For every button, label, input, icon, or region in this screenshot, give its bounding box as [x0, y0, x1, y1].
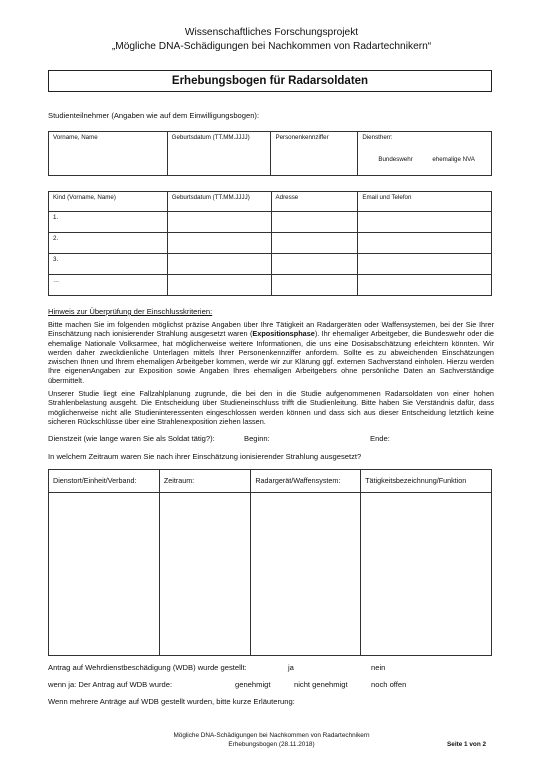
- service-label: Dienstzeit (wie lange waren Sie als Soldat tätig?):: [48, 434, 215, 443]
- participant-table: [48, 131, 492, 176]
- exposure-col-system: Radargerät/Waffensystem:: [251, 470, 361, 493]
- child-row-2-address[interactable]: [271, 233, 358, 254]
- wdb-question: Antrag auf Wehrdienstbeschädigung (WDB) wurde gestellt:: [48, 663, 247, 672]
- footer-line-2: Erhebungsbogen (28.11.2018): [228, 741, 315, 748]
- wdb-option-pending[interactable]: noch offen: [371, 680, 407, 689]
- child-row-4-contact[interactable]: [358, 275, 492, 296]
- participant-col-employer: [358, 132, 492, 176]
- form-title: Erhebungsbogen für Radarsoldaten: [48, 70, 492, 92]
- children-col-address: Adresse: [271, 192, 358, 212]
- exposure-cell-location[interactable]: [49, 493, 160, 656]
- wdb-option-no[interactable]: nein: [371, 663, 386, 672]
- participant-col-personal-id[interactable]: Personenkennziffer: [271, 132, 358, 176]
- child-row-2-name[interactable]: 2.: [49, 233, 168, 254]
- children-col-name: Kind (Vorname, Name): [49, 192, 168, 212]
- exposure-table: [48, 469, 492, 656]
- child-row-1-birthdate[interactable]: [167, 212, 271, 233]
- paragraph-exposure: Bitte machen Sie im folgenden möglichst präzise Angaben über Ihre Tätigkeit an Radargeräten oder Waffensystemen, bei der Sie Ihrer Einschätzung nach ionisierender Strahlung ausgesetzt waren (Expositionsphase). Ihr ehemaliger Arbeitgeber, die Bundeswehr oder die ehemalige Nationale Volksarmee, hat möglicherweise weitere Informationen, die uns eine Dosisabschätzung erleichtern könnten. Wir werden daher zweckdienliche Unterlagen mittels Ihrer Personenkennziffer anfordern. Sollte es zu abweichenden Einschätzungen zwischen Ihnen und Ihrem ehemaligen Arbeitgeber kommen, werde wir zur Klärung ggf. externen Sachverstand einholen. Hierzu werden Ihre eigenenAngaben zur Exposition sowie Angaben Ihres ehemaligen Arbeitgebers ohne persönliche Daten an Sachverständige übermittelt.: [48, 320, 494, 385]
- exposure-cell-function[interactable]: [361, 493, 492, 656]
- wdb-option-yes[interactable]: ja: [288, 663, 294, 672]
- children-table: [48, 191, 492, 296]
- participant-label: Studienteilnehmer (Angaben wie auf dem Einwilligungsbogen):: [48, 111, 260, 120]
- service-begin-label[interactable]: Beginn:: [244, 434, 270, 443]
- child-row-4-address[interactable]: [271, 275, 358, 296]
- child-row-1-name[interactable]: 1.: [49, 212, 168, 233]
- wdb-multiple-note[interactable]: Wenn mehrere Anträge auf WDB gestellt wurden, bitte kurze Erläuterung:: [48, 697, 295, 706]
- child-row-3-contact[interactable]: [358, 254, 492, 275]
- child-row-3-address[interactable]: [271, 254, 358, 275]
- exposure-cell-system[interactable]: [251, 493, 361, 656]
- child-row-1-address[interactable]: [271, 212, 358, 233]
- header-line-2: „Mögliche DNA-Schädigungen bei Nachkommen von Radartechnikern“: [111, 41, 432, 52]
- header-line-1: Wissenschaftliches Forschungsprojekt: [184, 27, 359, 38]
- wdb-option-approved[interactable]: genehmigt: [235, 680, 271, 689]
- wdb-option-rejected[interactable]: nicht genehmigt: [294, 680, 348, 689]
- participant-col-name[interactable]: Vorname, Name: [49, 132, 168, 176]
- employer-option-bundeswehr[interactable]: Bundeswehr: [378, 156, 413, 163]
- child-row-2-contact[interactable]: [358, 233, 492, 254]
- children-col-birthdate: Geburtsdatum (TT.MM.JJJJ): [167, 192, 271, 212]
- page-number: Seite 1 von 2: [447, 741, 487, 748]
- child-row-3-name[interactable]: 3.: [49, 254, 168, 275]
- children-col-contact: Email und Telefon: [358, 192, 492, 212]
- hint-heading: Hinweis zur Überprüfung der Einschlusskriterien:: [48, 307, 213, 316]
- paragraph-study-planning: Unserer Studie liegt eine Fallzahlplanung zugrunde, die bei den in die Studie aufgenommenen Radarsoldaten von einer hohen Strahlenbelastung ausgeht. Die Entscheidung über Studieneinschluss trifft die Studienleitung. Bitte haben Sie Verständnis dafür, dass möglicherweise nicht alle Studieninteressenten eingeschlossen werden können und dass sich aus dieser Entscheidung letztlich keine sicheren Rückschlüsse über eine Strahlenexposition ziehen lassen.: [48, 389, 494, 426]
- exposure-col-period: Zeitraum:: [159, 470, 251, 493]
- employer-option-nva[interactable]: ehemalige NVA: [432, 156, 475, 163]
- exposure-col-location: Dienstort/Einheit/Verband:: [49, 470, 160, 493]
- service-end-label[interactable]: Ende:: [370, 434, 390, 443]
- child-row-4-name[interactable]: …: [49, 275, 168, 296]
- child-row-1-contact[interactable]: [358, 212, 492, 233]
- wdb-followup: wenn ja: Der Antrag auf WDB wurde:: [48, 680, 173, 689]
- footer-line-1: Mögliche DNA-Schädigungen bei Nachkommen von Radartechnikern: [173, 732, 370, 739]
- child-row-3-birthdate[interactable]: [167, 254, 271, 275]
- participant-col-birthdate[interactable]: Geburtsdatum (TT.MM.JJJJ): [167, 132, 271, 176]
- employer-label: Dienstherr:: [362, 134, 393, 141]
- child-row-2-birthdate[interactable]: [167, 233, 271, 254]
- child-row-4-birthdate[interactable]: [167, 275, 271, 296]
- exposure-question: In welchem Zeitraum waren Sie nach ihrer Einschätzung ionisierender Strahlung ausgesetzt?: [48, 452, 362, 461]
- exposure-cell-period[interactable]: [159, 493, 251, 656]
- exposure-col-function: Tätigkeitsbezeichnung/Funktion: [361, 470, 492, 493]
